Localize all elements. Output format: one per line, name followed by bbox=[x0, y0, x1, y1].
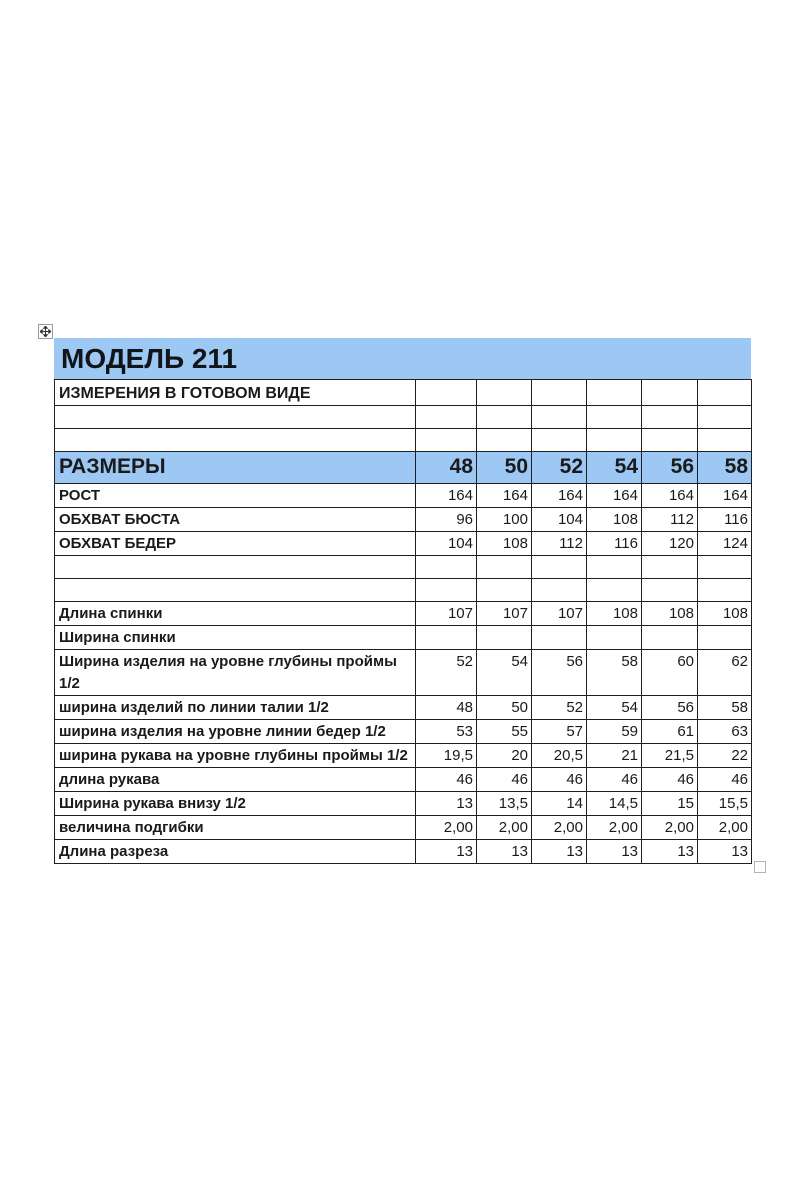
row-value-cell bbox=[642, 556, 698, 579]
row-value-cell: 2,00 bbox=[642, 815, 698, 839]
row-label-cell: длина рукава bbox=[55, 767, 416, 791]
row-value-cell: 13 bbox=[416, 839, 477, 863]
row-value-cell: 46 bbox=[642, 767, 698, 791]
row-value-cell bbox=[642, 406, 698, 429]
row-value-cell: 164 bbox=[532, 484, 587, 508]
row-value-cell: 46 bbox=[698, 767, 752, 791]
row-label-cell: ОБХВАТ БЮСТА bbox=[55, 508, 416, 532]
row-value-cell bbox=[698, 626, 752, 650]
table-row bbox=[55, 429, 752, 452]
row-value-cell: 60 bbox=[642, 650, 698, 696]
row-value-cell bbox=[587, 380, 642, 406]
row-value-cell: 107 bbox=[416, 602, 477, 626]
row-value-cell: 55 bbox=[477, 719, 532, 743]
row-value-cell bbox=[532, 579, 587, 602]
table-row bbox=[55, 452, 752, 484]
row-value-cell bbox=[532, 556, 587, 579]
row-value-cell: 54 bbox=[587, 695, 642, 719]
row-value-cell: 124 bbox=[698, 532, 752, 556]
row-value-cell: 20,5 bbox=[532, 743, 587, 767]
row-value-cell bbox=[532, 429, 587, 452]
row-value-cell: 112 bbox=[642, 508, 698, 532]
row-label-cell bbox=[55, 579, 416, 602]
table-row bbox=[55, 791, 752, 815]
row-value-cell: 19,5 bbox=[416, 743, 477, 767]
row-label-cell: Ширина рукава внизу 1/2 bbox=[55, 791, 416, 815]
row-value-cell: 164 bbox=[642, 484, 698, 508]
row-value-cell: 20 bbox=[477, 743, 532, 767]
row-label-cell: Длина разреза bbox=[55, 839, 416, 863]
size-chart-table bbox=[54, 379, 752, 864]
row-value-cell: 13 bbox=[416, 791, 477, 815]
row-value-cell: 53 bbox=[416, 719, 477, 743]
table-row bbox=[55, 650, 752, 696]
row-value-cell: 50 bbox=[477, 452, 532, 484]
row-value-cell: 50 bbox=[477, 695, 532, 719]
table-row bbox=[55, 579, 752, 602]
row-value-cell: 46 bbox=[416, 767, 477, 791]
row-value-cell bbox=[642, 626, 698, 650]
row-label-cell: Длина спинки bbox=[55, 602, 416, 626]
row-value-cell: 13 bbox=[642, 839, 698, 863]
row-value-cell bbox=[416, 406, 477, 429]
table-row bbox=[55, 839, 752, 863]
row-label-cell: ИЗМЕРЕНИЯ В ГОТОВОМ ВИДЕ bbox=[55, 380, 416, 406]
table-row bbox=[55, 767, 752, 791]
row-value-cell: 46 bbox=[477, 767, 532, 791]
table-row bbox=[55, 508, 752, 532]
table-row bbox=[55, 695, 752, 719]
table-row bbox=[55, 815, 752, 839]
row-label-cell bbox=[55, 406, 416, 429]
table-row bbox=[55, 626, 752, 650]
row-value-cell: 164 bbox=[477, 484, 532, 508]
row-value-cell: 104 bbox=[532, 508, 587, 532]
row-value-cell: 116 bbox=[698, 508, 752, 532]
row-value-cell: 58 bbox=[587, 650, 642, 696]
row-value-cell: 2,00 bbox=[698, 815, 752, 839]
row-value-cell: 116 bbox=[587, 532, 642, 556]
row-value-cell: 13 bbox=[477, 839, 532, 863]
row-value-cell: 96 bbox=[416, 508, 477, 532]
row-value-cell: 100 bbox=[477, 508, 532, 532]
row-value-cell bbox=[477, 380, 532, 406]
table-row bbox=[55, 406, 752, 429]
row-value-cell: 56 bbox=[642, 695, 698, 719]
row-label-cell: ширина изделия на уровне линии бедер 1/2 bbox=[55, 719, 416, 743]
table-row bbox=[55, 484, 752, 508]
row-value-cell: 14,5 bbox=[587, 791, 642, 815]
row-value-cell: 14 bbox=[532, 791, 587, 815]
row-value-cell: 107 bbox=[532, 602, 587, 626]
row-value-cell: 164 bbox=[698, 484, 752, 508]
row-value-cell bbox=[642, 429, 698, 452]
table-title: МОДЕЛЬ 211 bbox=[61, 342, 238, 374]
row-value-cell bbox=[587, 626, 642, 650]
table-row bbox=[55, 719, 752, 743]
row-value-cell bbox=[477, 406, 532, 429]
row-value-cell: 57 bbox=[532, 719, 587, 743]
row-value-cell: 56 bbox=[642, 452, 698, 484]
row-value-cell bbox=[532, 380, 587, 406]
row-value-cell: 62 bbox=[698, 650, 752, 696]
row-value-cell: 61 bbox=[642, 719, 698, 743]
row-value-cell bbox=[698, 406, 752, 429]
row-value-cell bbox=[416, 429, 477, 452]
table-row bbox=[55, 556, 752, 579]
row-value-cell: 15 bbox=[642, 791, 698, 815]
table-row bbox=[55, 380, 752, 406]
row-value-cell: 54 bbox=[587, 452, 642, 484]
row-value-cell: 46 bbox=[532, 767, 587, 791]
table-move-handle[interactable] bbox=[38, 324, 53, 339]
row-label-cell: РОСТ bbox=[55, 484, 416, 508]
row-value-cell bbox=[532, 406, 587, 429]
row-value-cell: 108 bbox=[642, 602, 698, 626]
row-value-cell bbox=[416, 626, 477, 650]
table-title-band bbox=[54, 338, 751, 379]
row-value-cell: 13 bbox=[532, 839, 587, 863]
row-value-cell bbox=[698, 579, 752, 602]
row-value-cell: 56 bbox=[532, 650, 587, 696]
row-value-cell: 48 bbox=[416, 452, 477, 484]
row-value-cell: 52 bbox=[416, 650, 477, 696]
row-value-cell: 107 bbox=[477, 602, 532, 626]
row-label-cell: Ширина спинки bbox=[55, 626, 416, 650]
row-value-cell: 108 bbox=[587, 508, 642, 532]
row-value-cell: 112 bbox=[532, 532, 587, 556]
row-label-cell bbox=[55, 429, 416, 452]
row-value-cell bbox=[477, 579, 532, 602]
row-value-cell: 22 bbox=[698, 743, 752, 767]
table-row bbox=[55, 532, 752, 556]
row-value-cell bbox=[587, 579, 642, 602]
table-row bbox=[55, 602, 752, 626]
row-value-cell bbox=[642, 380, 698, 406]
row-value-cell: 52 bbox=[532, 695, 587, 719]
row-value-cell: 63 bbox=[698, 719, 752, 743]
row-value-cell bbox=[698, 429, 752, 452]
row-value-cell: 120 bbox=[642, 532, 698, 556]
row-label-cell: ширина изделий по линии талии 1/2 bbox=[55, 695, 416, 719]
row-value-cell: 164 bbox=[587, 484, 642, 508]
row-value-cell: 13 bbox=[587, 839, 642, 863]
row-value-cell: 15,5 bbox=[698, 791, 752, 815]
size-table-body bbox=[55, 380, 752, 864]
row-value-cell: 21 bbox=[587, 743, 642, 767]
row-label-cell: Ширина изделия на уровне глубины проймы 1/2 bbox=[55, 650, 416, 696]
row-label-cell: ОБХВАТ БЕДЕР bbox=[55, 532, 416, 556]
row-value-cell bbox=[698, 380, 752, 406]
row-value-cell: 2,00 bbox=[416, 815, 477, 839]
row-value-cell: 2,00 bbox=[477, 815, 532, 839]
row-value-cell: 48 bbox=[416, 695, 477, 719]
row-value-cell bbox=[587, 556, 642, 579]
row-value-cell bbox=[477, 626, 532, 650]
row-value-cell bbox=[532, 626, 587, 650]
row-value-cell: 108 bbox=[477, 532, 532, 556]
row-label-cell bbox=[55, 556, 416, 579]
row-value-cell: 2,00 bbox=[532, 815, 587, 839]
row-label-cell: ширина рукава на уровне глубины проймы 1/2 bbox=[55, 743, 416, 767]
row-value-cell: 58 bbox=[698, 452, 752, 484]
row-value-cell: 46 bbox=[587, 767, 642, 791]
row-value-cell bbox=[587, 406, 642, 429]
row-label-cell: величина подгибки bbox=[55, 815, 416, 839]
row-value-cell: 21,5 bbox=[642, 743, 698, 767]
table-row bbox=[55, 743, 752, 767]
row-value-cell: 13 bbox=[698, 839, 752, 863]
table-resize-handle[interactable] bbox=[754, 861, 766, 873]
row-value-cell bbox=[477, 556, 532, 579]
row-value-cell bbox=[642, 579, 698, 602]
row-value-cell: 52 bbox=[532, 452, 587, 484]
move-cross-icon bbox=[40, 326, 51, 337]
row-value-cell bbox=[416, 380, 477, 406]
row-value-cell: 2,00 bbox=[587, 815, 642, 839]
row-value-cell: 108 bbox=[698, 602, 752, 626]
row-value-cell bbox=[477, 429, 532, 452]
row-value-cell: 54 bbox=[477, 650, 532, 696]
row-value-cell: 164 bbox=[416, 484, 477, 508]
row-value-cell: 104 bbox=[416, 532, 477, 556]
row-value-cell: 13,5 bbox=[477, 791, 532, 815]
row-value-cell: 58 bbox=[698, 695, 752, 719]
row-value-cell: 59 bbox=[587, 719, 642, 743]
row-value-cell bbox=[416, 579, 477, 602]
row-label-cell: РАЗМЕРЫ bbox=[55, 452, 416, 484]
row-value-cell bbox=[416, 556, 477, 579]
row-value-cell bbox=[587, 429, 642, 452]
row-value-cell bbox=[698, 556, 752, 579]
row-value-cell: 108 bbox=[587, 602, 642, 626]
